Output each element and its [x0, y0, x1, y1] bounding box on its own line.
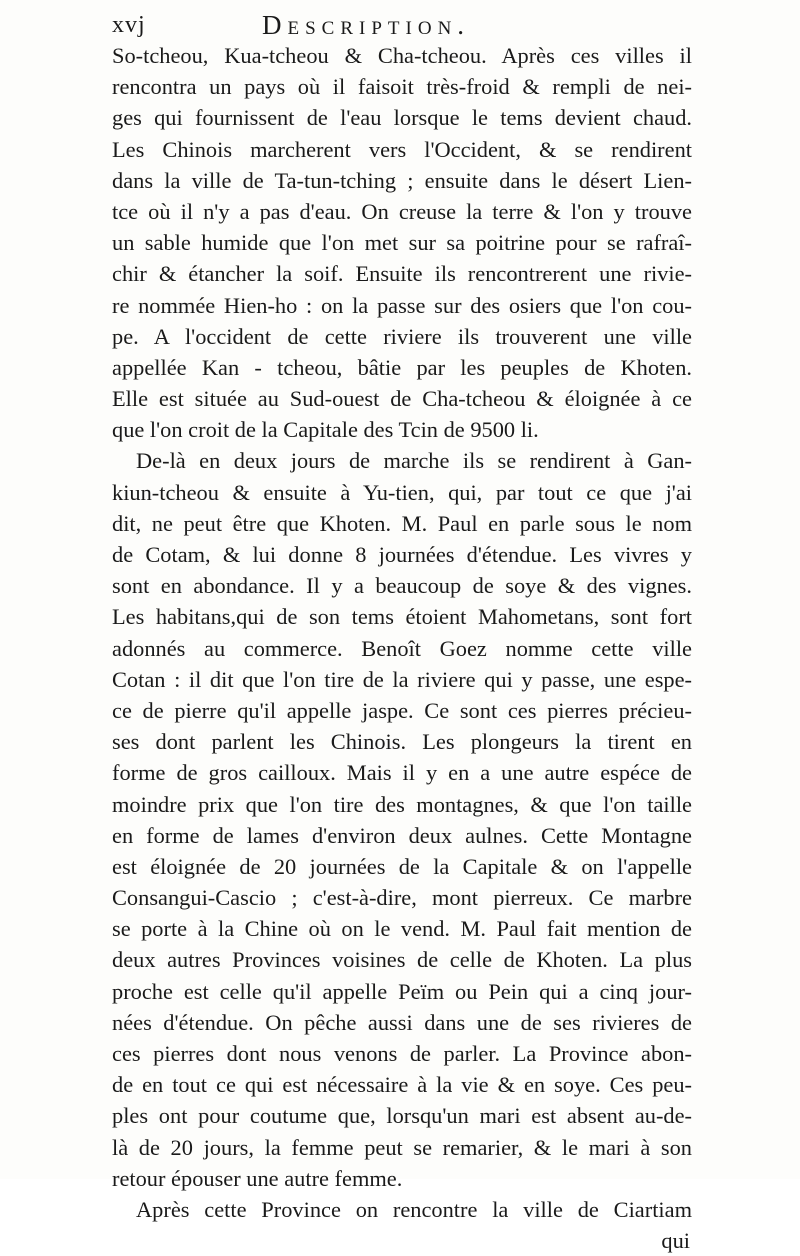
- text-line: ces pierres dont nous venons de parler. La Province abon-: [112, 1041, 692, 1066]
- catchword: qui: [661, 1228, 690, 1254]
- text-line: de en tout ce qui est nécessaire à la vie & en soye. Ces peu-: [112, 1072, 692, 1098]
- text-line: forme de gros cailloux. Mais il y en a une autre espéce de: [112, 760, 692, 786]
- text-line: dans la ville de Ta-tun-tching ; ensuite dans le désert Lien-: [112, 167, 692, 193]
- text-line: ges qui fournissent de l'eau lorsque le tems devient chaud.: [112, 105, 692, 131]
- text-line: Consangui-Cascio ; c'est-à-dire, mont pierreux. Ce marbre: [112, 885, 692, 911]
- text-line: chir & étancher la soif. Ensuite ils rencontrerent une rivie-: [112, 261, 692, 287]
- text-line: ples ont pour coutume que, lorsqu'un mari est absent au-de-: [112, 1103, 692, 1129]
- text-line: re nommée Hien-ho : on la passe sur des osiers que l'on cou-: [112, 292, 692, 318]
- text-line: que l'on croit de la Capitale des Tcin de 9500 li.: [112, 417, 539, 443]
- text-line: sont en abondance. Il y a beaucoup de soye & des vignes.: [112, 573, 692, 599]
- text-line: Les habitans,qui de son tems étoient Mahometans, sont fort: [112, 604, 692, 630]
- running-head: Description.: [262, 10, 471, 40]
- text-line: dit, ne peut être que Khoten. M. Paul en parle sous le nom: [112, 510, 692, 536]
- text-line: de Cotam, & lui donne 8 journées d'étendue. Les vivres y: [112, 542, 692, 567]
- text-line: tce où il n'y a pas d'eau. On creuse la terre & l'on y trouve: [112, 198, 692, 224]
- text-line: kiun-tcheou & ensuite à Yu-tien, qui, par tout ce que j'ai: [112, 479, 692, 505]
- text-line: rencontra un pays où il faisoit très-froid & rempli de nei-: [112, 74, 692, 100]
- text-line: Elle est située au Sud-ouest de Cha-tcheou & éloignée à ce: [112, 386, 692, 412]
- text-line: là de 20 jours, la femme peut se remarier, & le mari à son: [112, 1134, 692, 1160]
- text-line: est éloignée de 20 journées de la Capitale & on l'appelle: [112, 853, 692, 879]
- text-line: ses dont parlent les Chinois. Les plongeurs la tirent en: [112, 729, 692, 755]
- text-line: moindre prix que l'on tire des montagnes, & que l'on taille: [112, 791, 692, 817]
- text-line: So-tcheou, Kua-tcheou & Cha-tcheou. Après ces villes il: [112, 43, 692, 68]
- text-line: Cotan : il dit que l'on tire de la riviere qui y passe, une espe-: [112, 666, 692, 692]
- text-line: retour épouser une autre femme.: [112, 1165, 403, 1191]
- text-line: ce de pierre qu'il appelle jaspe. Ce sont ces pierres précieu-: [112, 697, 692, 723]
- text-line: nées d'étendue. On pêche aussi dans une de ses rivieres de: [112, 1009, 692, 1035]
- text-line: Après cette Province on rencontre la ville de Ciartiam: [136, 1196, 692, 1222]
- text-line: un sable humide que l'on met sur sa poitrine pour se rafraî-: [112, 230, 692, 256]
- page-header: [112, 8, 692, 42]
- text-line: appellée Kan - tcheou, bâtie par les peuples de Khoten.: [112, 354, 692, 380]
- text-line: De-là en deux jours de marche ils se rendirent à Gan-: [136, 448, 692, 474]
- text-line: adonnés au commerce. Benoît Goez nomme cette ville: [112, 635, 692, 661]
- page-number: xvj: [112, 12, 146, 38]
- text-line: Les Chinois marcherent vers l'Occident, & se rendirent: [112, 136, 692, 162]
- text-line: proche est celle qu'il appelle Peïm ou Pein qui a cinq jour-: [112, 978, 692, 1004]
- text-line: en forme de lames d'environ deux aulnes. Cette Montagne: [112, 822, 692, 848]
- text-line: se porte à la Chine où on le vend. M. Paul fait mention de: [112, 916, 692, 942]
- text-line: deux autres Provinces voisines de celle de Khoten. La plus: [112, 947, 692, 973]
- body-text: [112, 40, 692, 1256]
- text-line: pe. A l'occident de cette riviere ils trouverent une ville: [112, 323, 692, 349]
